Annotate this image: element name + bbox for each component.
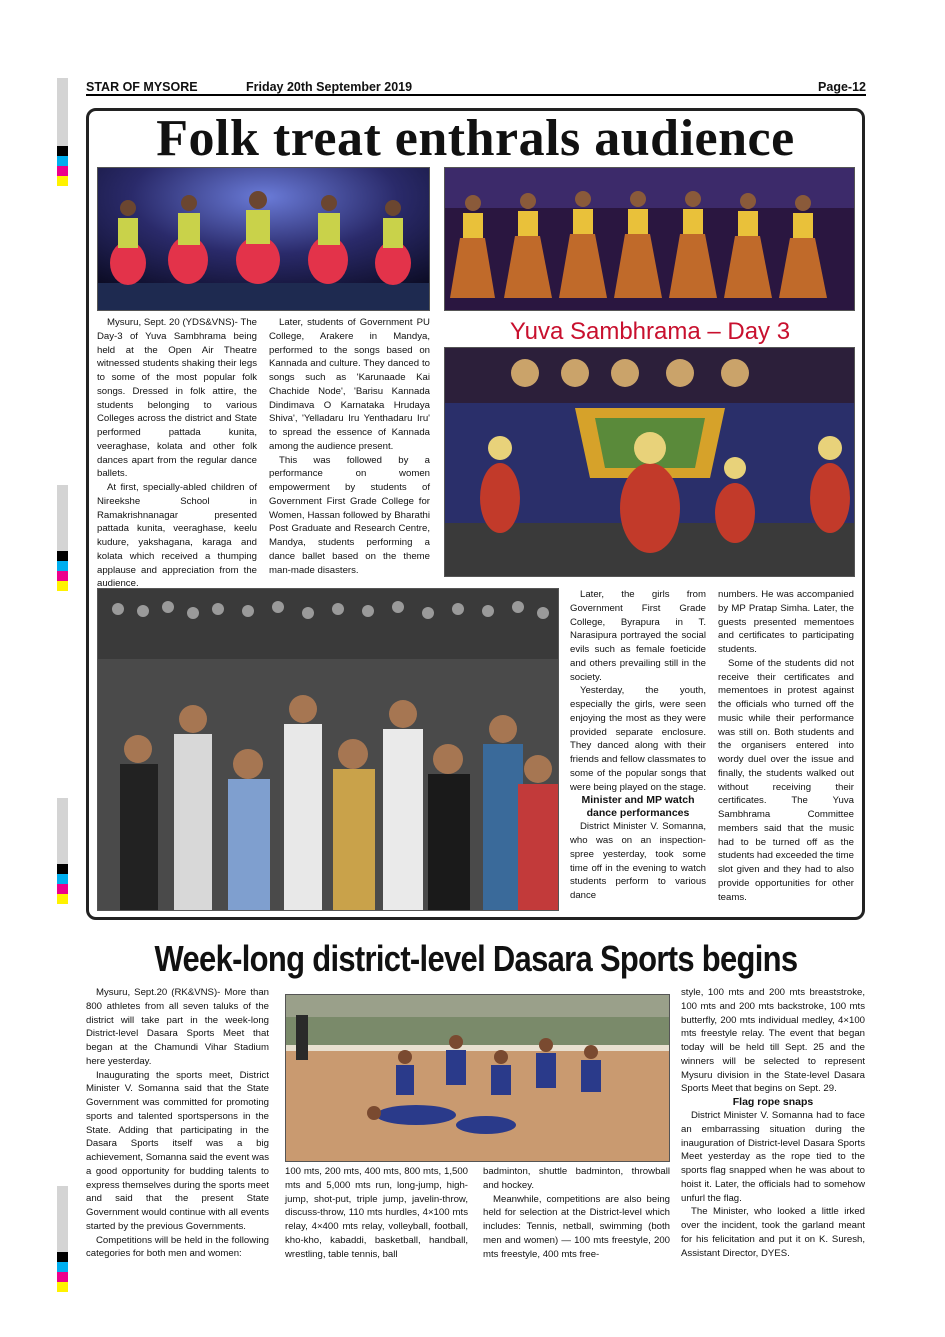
paragraph: Yesterday, the youth, especially the girls, were seen enjoying the most as they were provided separate enclosure. They danced along with their friends and fellow classmates to some of the popular songs that were being played on the stage. — [570, 685, 707, 793]
registration-mark-middle — [57, 485, 68, 591]
classical-dance-image — [445, 168, 855, 311]
registration-mark-bottom — [57, 1186, 68, 1292]
story1-column-4 — [718, 588, 854, 904]
story2-column-3 — [483, 1165, 670, 1261]
paragraph: Inaugurating the sports meet, District Minister V. Somanna said that the State Government was committed for promoting sports and talented sportspersons in the State. Adding that participating in the Dasara Sports itself was a big achievement, Somanna said the event was a good opportunity for budding talents to express themselves during the sports meet and said that the present State Government would continue with all events started by the previous Governments. — [86, 1069, 269, 1232]
subheading: Flag rope snaps — [732, 1096, 814, 1108]
paragraph: District Minister V. Somanna had to face an embarrassing situation during the inauguration of District-level Dasara Sports Meet yesterday as the rope tied to the sports flag snapped when he was about to hoist it. Later, the officials had to somehow unfurl the flag. — [681, 1110, 865, 1204]
paragraph: Competitions will be held in the following categories for both men and women: — [86, 1234, 269, 1260]
dancers-in-folk-attire-photo — [97, 167, 430, 311]
paragraph: badminton, shuttle badminton, throwball and hockey. — [483, 1166, 670, 1191]
paragraph: Mysuru, Sept.20 (RK&VNS)- More than 800 athletes from all seven taluks of the district will take part in the week-long District-level Dasara Sports Meet that began at the Chamundi Vihar Stadium here yesterday. — [86, 987, 269, 1067]
issue-date: Friday 20th September 2019 — [246, 80, 413, 94]
paragraph: Later, the girls from Government First Grade College, Byrapura in T. Narasipura portrayed the social evils such as female foeticide and others prevailing still in the society. — [570, 589, 706, 683]
stage-dance-image — [98, 168, 430, 311]
story1-column-2 — [269, 316, 430, 577]
paragraph: At first, specially-abled children of Nireekshe School in Ramakrishnanagar presented pattada kunita, veeraghase, keelu kudure, yakshagana, karaga and kolata which received a thumping applause and appreciation from the audience. — [97, 482, 257, 590]
story1-headline: Folk treat enthrals audience — [156, 110, 795, 167]
yuva-sambhrama-banner: Yuva Sambhrama – Day 3 — [509, 318, 791, 345]
paragraph: 100 mts, 200 mts, 400 mts, 800 mts, 1,500 mts and 5,000 mts run, long-jump, high-jump, shot-put, triple jump, javelin-throw, discuss-throw, 110 mts hurdles, 4×100 mts relay, 4×400 mts relay, volleyball, football, kho-kho, kabaddi, basketball, handball, wrestling, table tennis, ball — [285, 1166, 468, 1260]
kabaddi-image — [286, 995, 670, 1162]
paragraph: District Minister V. Somanna, who was on an inspection-spree yesterday, took some time off in the evening to watch students perform to various dance — [570, 821, 706, 901]
story2-headline: Week-long district-level Dasara Sports begins — [154, 938, 798, 979]
masthead — [86, 78, 866, 96]
registration-mark-top — [57, 78, 68, 186]
paragraph: Mysuru, Sept. 20 (YDS&VNS)- The Day-3 of Yuva Sambhrama being held at the Open Air Theatre witnessed students shaking their legs to some of the most popular folk songs. Dressed in folk attire, the students belonging to various Colleges across the district and State performed pattada kunita, veeraghase, kolata and other folk dances apart from the regular dance ballets. — [97, 317, 257, 480]
story1-column-3 — [570, 588, 706, 903]
subheading: Minister and MP watch dance performances — [581, 794, 695, 820]
story2-column-2 — [285, 1165, 468, 1261]
paper-name: STAR OF MYSORE — [86, 80, 198, 94]
crowd-image — [98, 589, 559, 911]
paragraph: This was followed by a performance on women empowerment by students of Government First Grade College for Women, Hassan followed by Bharathi Post Graduate and Research Centre, Mandya, students performing a dance ballet based on the theme man-made disasters. — [269, 454, 430, 576]
story2-column-4 — [681, 986, 865, 1260]
students-dancing-crowd-photo — [97, 588, 559, 911]
paragraph: Later, students of Government PU College, Arakere in Mandya, performed to the songs based on Kannada and culture. They danced to songs such as 'Karunaade Kai Chachide Node', 'Barisu Kannada Dindimava O Karnataka Hrudaya Shiva', 'Yelladaru Iru Yenthadaru Iru' to spread the essence of Kannada among the audience present. — [269, 317, 430, 452]
yakshagana-performance-photo — [444, 347, 855, 577]
story2-column-1 — [86, 986, 269, 1261]
story1-column-1 — [97, 316, 257, 591]
yakshagana-image — [445, 348, 855, 577]
paragraph: The Minister, who looked a little irked over the incident, took the garland meant for his felicitation and put it on K. Suresh, Assistant Director, DYES. — [681, 1206, 865, 1259]
paragraph: Some of the students did not receive their certificates and mementoes in protest against the officials who turned off the music while their performance was still on. Both students and the organisers entered into wordy duel over the issue and finally, the students walked out without receiving their certificates. The Yuva Sambhrama Committee members said that the music had to be turned off as the students had exceeded the time slot given and they had to also provide opportunities for other teams. — [718, 657, 855, 903]
page-number: Page-12 — [818, 80, 866, 94]
bharatanatyam-dancers-photo — [444, 167, 855, 311]
paragraph: style, 100 mts and 200 mts breaststroke, 100 mts and 200 mts backstroke, 100 mts butterfly, 200 mts individual medley, 4×100 mts freestyle relay. The event that began today will be held till Sept. 25 and the winners will be selected to represent Mysuru division in the State-level Dasara Sports Meet that begins on Sept. 29. — [681, 987, 865, 1095]
paragraph: numbers. He was accompanied by MP Pratap Simha. Later, the guests presented mementoes and certificates to participating students. — [718, 589, 854, 655]
registration-mark-lower — [57, 798, 68, 904]
kabaddi-match-photo — [285, 994, 670, 1162]
paragraph: Meanwhile, competitions are also being held for selection at the District-level which includes: Tennis, netball, swimming (both men and women) — 100 mts freestyle, 200 mts freestyle, 400 mts free- — [483, 1193, 670, 1260]
